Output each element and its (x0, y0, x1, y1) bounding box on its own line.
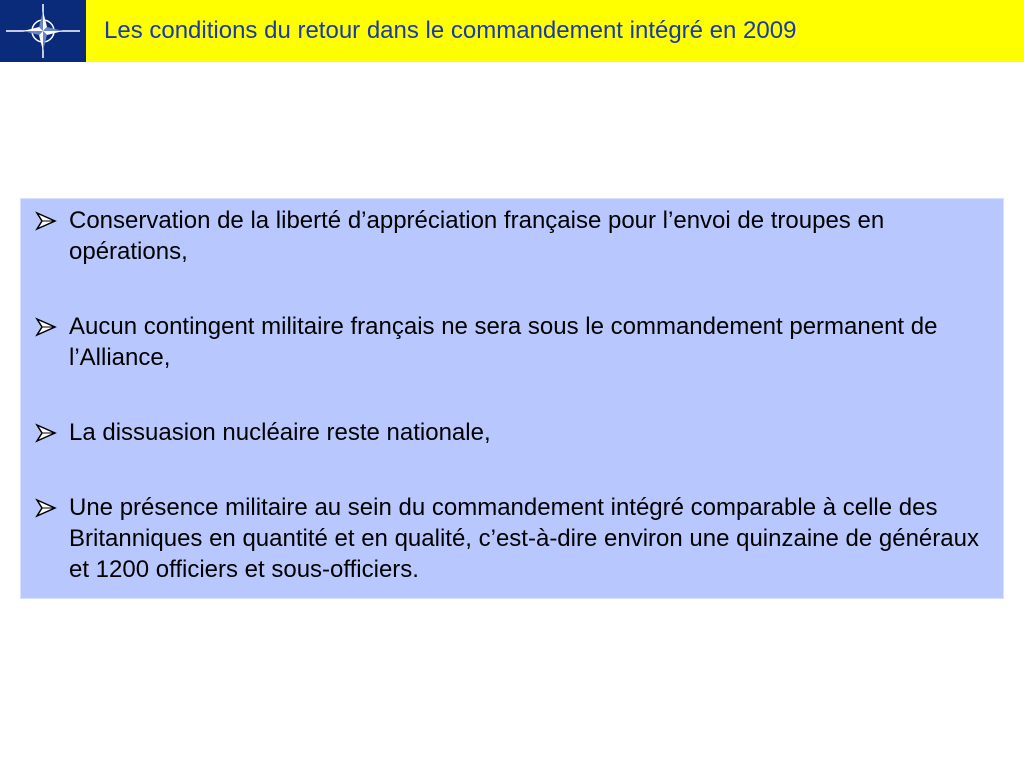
bullet-text: Une présence militaire au sein du commandement intégré comparable à celle des Britanniques en quantité et en qualité, c’est-à-dire environ une quinzaine de généraux et 1200 officiers et sous-officiers. (69, 494, 979, 583)
list-item (21, 492, 1005, 585)
list-item (21, 205, 1005, 267)
arrow-bullet-icon (35, 210, 57, 232)
bullet-list (21, 205, 1005, 585)
arrow-bullet-icon (35, 316, 57, 338)
list-item (21, 311, 1005, 373)
slide-title: Les conditions du retour dans le commandement intégré en 2009 (104, 17, 797, 44)
content-box (20, 198, 1004, 599)
nato-compass-star-icon (0, 0, 86, 62)
bullet-text: La dissuasion nucléaire reste nationale, (69, 419, 491, 446)
arrow-bullet-icon (35, 422, 57, 444)
title-bar (0, 0, 1024, 62)
bullet-text: Aucun contingent militaire français ne sera sous le commandement permanent de l’Alliance, (69, 313, 938, 371)
bullet-text: Conservation de la liberté d’appréciation française pour l’envoi de troupes en opérations, (69, 207, 885, 265)
nato-logo (0, 0, 86, 62)
arrow-bullet-icon (35, 497, 57, 519)
list-item (21, 417, 1005, 448)
